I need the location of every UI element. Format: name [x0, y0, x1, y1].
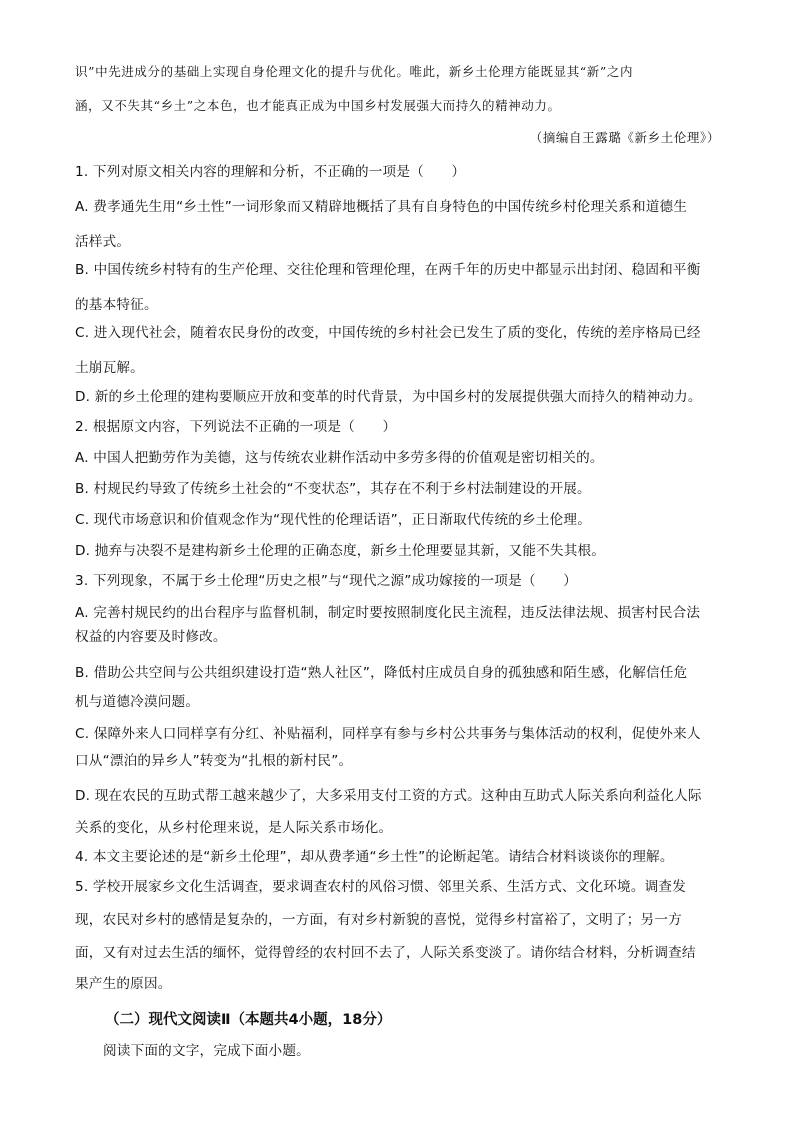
question-item: D. 现在农民的互助式帮工越来越少了，大多采用支付工资的方式。这种由互助式人际关系向利益化人际 — [75, 788, 702, 804]
question-item: C. 现代市场意识和价值观念作为“现代性的伦理话语”，正日渐取代传统的乡土伦理。 — [75, 512, 591, 528]
question-item-continuation: 关系的变化，从乡村伦理来说，是人际关系市场化。 — [75, 820, 393, 836]
question-item-continuation: 面，又有对过去生活的缅怀，觉得曾经的农村回不去了，人际关系变淡了。请你结合材料，分析调查结 — [75, 945, 696, 961]
passage-line-2: 涵，又不失其“乡土”之本色，也才能真正成为中国乡村发展强大而持久的精神动力。 — [75, 98, 561, 113]
section-heading: （二）现代文阅读Ⅱ（本题共4小题，18分） — [105, 1012, 392, 1028]
question-item: B. 中国传统乡村特有的生产伦理、交往伦理和管理伦理，在两千年的历史中都显示出封闭、稳固和平衡 — [75, 262, 701, 278]
question-item: A. 中国人把勤劳作为美德，这与传统农业耕作活动中多劳多得的价值观是密切相关的。 — [75, 450, 604, 466]
question-item-continuation: 权益的内容要及时修改。 — [75, 629, 227, 645]
question-item-continuation: 现，农民对乡村的感情是复杂的，一方面，有对乡村新貌的喜悦，觉得乡村富裕了，文明了；另一方 — [75, 912, 682, 928]
question-item-continuation: 土崩瓦解。 — [75, 360, 144, 376]
question-item-continuation: 口从“漂泊的异乡人”转变为“扎根的新村民”。 — [75, 753, 353, 769]
question-item-continuation: 的基本特征。 — [75, 297, 158, 313]
source-citation: （摘编自王露璐《新乡土伦理》） — [529, 130, 720, 145]
question-item: 2. 根据原文内容，下列说法不正确的一项是（ ） — [75, 419, 397, 435]
question-item: C. 进入现代社会，随着农民身份的改变，中国传统的乡村社会已发生了质的变化，传统的差序格局已经 — [75, 325, 701, 341]
question-item: A. 完善村规民约的出台程序与监督机制，制定时要按照制度化民主流程，违反法律法规、损害村民合法 — [75, 605, 701, 621]
passage-line-1: 识”中先进成分的基础上实现自身伦理文化的提升与优化。唯此，新乡土伦理方能既显其“新”之内 — [75, 64, 634, 79]
question-item-continuation: 果产生的原因。 — [75, 976, 172, 992]
question-item: B. 借助公共空间与公共组织建设打造“熟人社区”，降低村庄成员自身的孤独感和陌生感，化解信任危 — [75, 665, 688, 681]
question-item: 1. 下列对原文相关内容的理解和分析，不正确的一项是（ ） — [75, 164, 466, 180]
question-item: C. 保障外来人口同样享有分红、补贴福利，同样享有参与乡村公共事务与集体活动的权利，促使外来人 — [75, 726, 701, 742]
question-item: B. 村规民约导致了传统乡土社会的“不变状态”，其存在不利于乡村法制建设的开展。 — [75, 481, 591, 497]
question-item: D. 新的乡土伦理的建构要顺应开放和变革的时代背景，为中国乡村的发展提供强大而持久的精神动力。 — [75, 389, 702, 405]
section-intro: 阅读下面的文字，完成下面小题。 — [103, 1043, 310, 1059]
question-item: D. 抛弃与决裂不是建构新乡土伦理的正确态度，新乡土伦理要显其新，又能不失其根。 — [75, 543, 606, 559]
question-item: 3. 下列现象，不属于乡土伦理“历史之根”与“现代之源”成功嫁接的一项是（ ） — [75, 573, 578, 589]
question-item-continuation: 活样式。 — [75, 234, 131, 250]
question-item-continuation: 机与道德冷漠问题。 — [75, 694, 200, 710]
question-item: 5. 学校开展家乡文化生活调查，要求调查农村的风俗习惯、邻里关系、生活方式、文化环境。调查发 — [75, 879, 687, 895]
question-item: 4. 本文主要论述的是“新乡土伦理”，却从费孝通“乡土性”的论断起笔。请结合材料谈谈你的理解。 — [75, 849, 674, 865]
question-item: A. 费孝通先生用“乡土性”一词形象而又精辟地概括了具有自身特色的中国传统乡村伦理关系和道德生 — [75, 199, 688, 215]
